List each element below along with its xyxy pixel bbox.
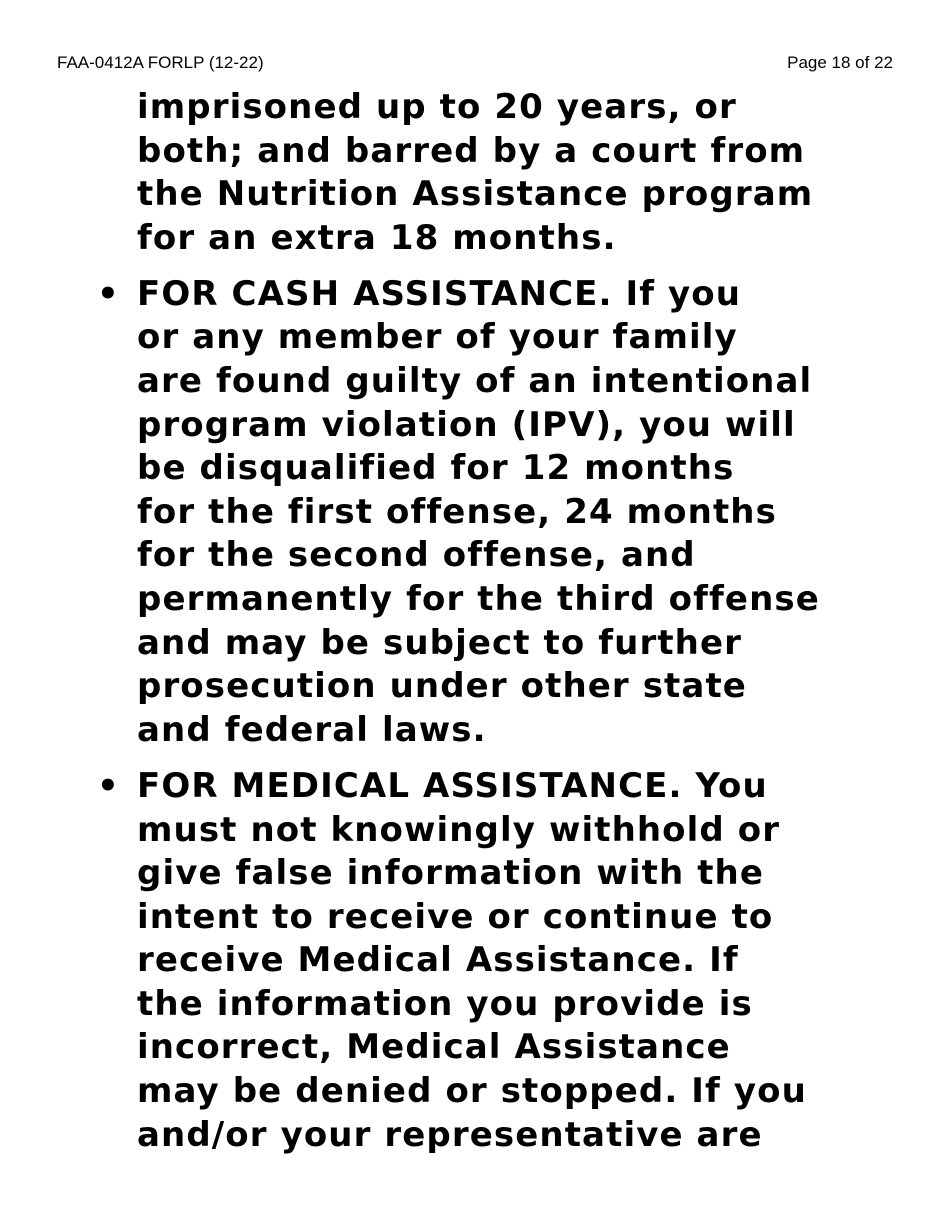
text-line: intent to receive or continue to — [137, 896, 774, 937]
text-line: or any member of your family — [137, 317, 738, 358]
text-line: program violation (IPV), you will — [137, 404, 796, 445]
text-line: for the first offense, 24 months — [137, 491, 777, 532]
text-line: for the second offense, and — [137, 535, 696, 576]
text-line: permanently for the third offense — [137, 579, 820, 620]
text-line: must not knowingly withhold or — [137, 809, 781, 850]
page-number: Page 18 of 22 — [787, 53, 893, 72]
document-body — [97, 86, 820, 1170]
text-line: both; and barred by a court from — [137, 130, 806, 171]
text-line: are found guilty of an intentional — [137, 361, 813, 402]
text-line: be disqualified for 12 months — [137, 448, 735, 489]
text-line: and federal laws. — [137, 709, 487, 750]
bullet-icon: • — [97, 765, 120, 806]
text-line: imprisoned up to 20 years, or — [137, 87, 737, 127]
text-line: the Nutrition Assistance program — [137, 174, 814, 215]
text-line: incorrect, Medical Assistance — [137, 1027, 731, 1068]
text-line: prosecution under other state — [137, 666, 747, 707]
text-line: and/or your representative are — [137, 1114, 763, 1155]
text-line: give false information with the — [137, 853, 765, 894]
form-id: FAA-0412A FORLP (12-22) — [57, 53, 264, 72]
text-line: FOR MEDICAL ASSISTANCE. You — [137, 765, 768, 806]
bullet-icon: • — [97, 273, 120, 314]
text-line: FOR CASH ASSISTANCE. If you — [137, 273, 742, 314]
text-line: for an extra 18 months. — [137, 217, 617, 258]
text-line: may be denied or stopped. If you — [137, 1071, 807, 1112]
paragraph-continuation — [137, 86, 820, 260]
text-line: receive Medical Assistance. If — [137, 940, 739, 981]
text-line: and may be subject to further — [137, 622, 743, 663]
bullet-paragraph — [97, 765, 820, 1157]
bullet-paragraph — [97, 273, 820, 753]
text-line: the information you provide is — [137, 983, 753, 1024]
